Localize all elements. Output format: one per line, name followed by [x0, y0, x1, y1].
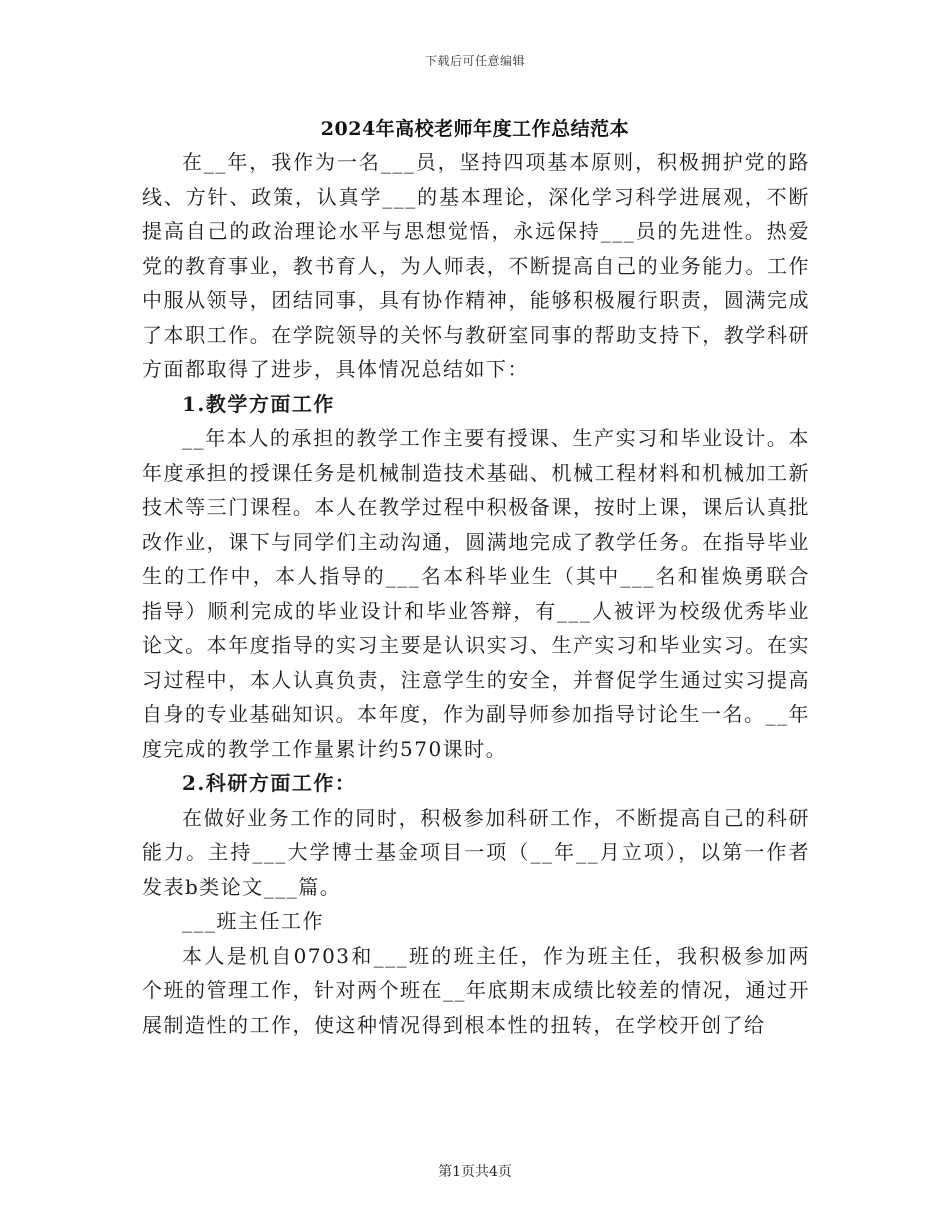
paragraph-teaching: __年本人的承担的教学工作主要有授课、生产实习和毕业设计。本年度承担的授课任务是机械制造技术基础、机械工程材料和机械加工新技术等三门课程。本人在教学过程中积极备课，按时上课，课后认真批改作业，课下与同学们主动沟通，圆满地完成了教学任务。在指导毕业生的工作中，本人指导的___名本科毕业生（其中___名和崔焕勇联合指导）顺利完成的毕业设计和毕业答辩，有___人被评为校级优秀毕业论文。本年度指导的实习主要是认识实习、生产实习和毕业实习。在实习过程中，本人认真负责，注意学生的安全，并督促学生通过实习提高自身的专业基础知识。本年度，作为副导师参加指导讨论生一名。__年度完成的教学工作量累计约570课时。: [142, 426, 810, 761]
section-heading-teaching: 1.教学方面工作: [182, 391, 335, 416]
paragraph-intro: 在__年，我作为一名___员，坚持四项基本原则，积极拥护党的路线、方针、政策，认真学___的基本理论，深化学习科学进展观，不断提高自己的政治理论水平与思想觉悟，永远保持___员的先进性。热爱党的教育事业，教书育人，为人师表，不断提高自己的业务能力。工作中服从领导，团结同事，具有协作精神，能够积极履行职责，圆满完成了本职工作。在学院领导的关怀与教研室同事的帮助支持下，教学科研方面都取得了进步，具体情况总结如下：: [142, 150, 810, 381]
page-number: 第1页共4页: [438, 1164, 512, 1180]
document-body: [142, 145, 810, 1042]
section-heading-research: 2.科研方面工作：: [182, 771, 357, 795]
section-heading-class-advisor: ___班主任工作: [182, 909, 324, 933]
paragraph-research: 在做好业务工作的同时，积极参加科研工作，不断提高自己的科研能力。主持___大学博士基金项目一项（__年__月立项），以第一作者发表b类论文___篇。: [142, 805, 810, 899]
header-note: 下载后可任意编辑: [424, 54, 525, 68]
paragraph-class-advisor: 本人是机自0703和___班的班主任，作为班主任，我积极参加两个班的管理工作，针对两个班在__年底期末成绩比较差的情况，通过开展制造性的工作，使这种情况得到根本性的扭转，在学校开创了给: [142, 943, 810, 1037]
document-title: 2024年高校老师年度工作总结范本: [320, 118, 630, 140]
